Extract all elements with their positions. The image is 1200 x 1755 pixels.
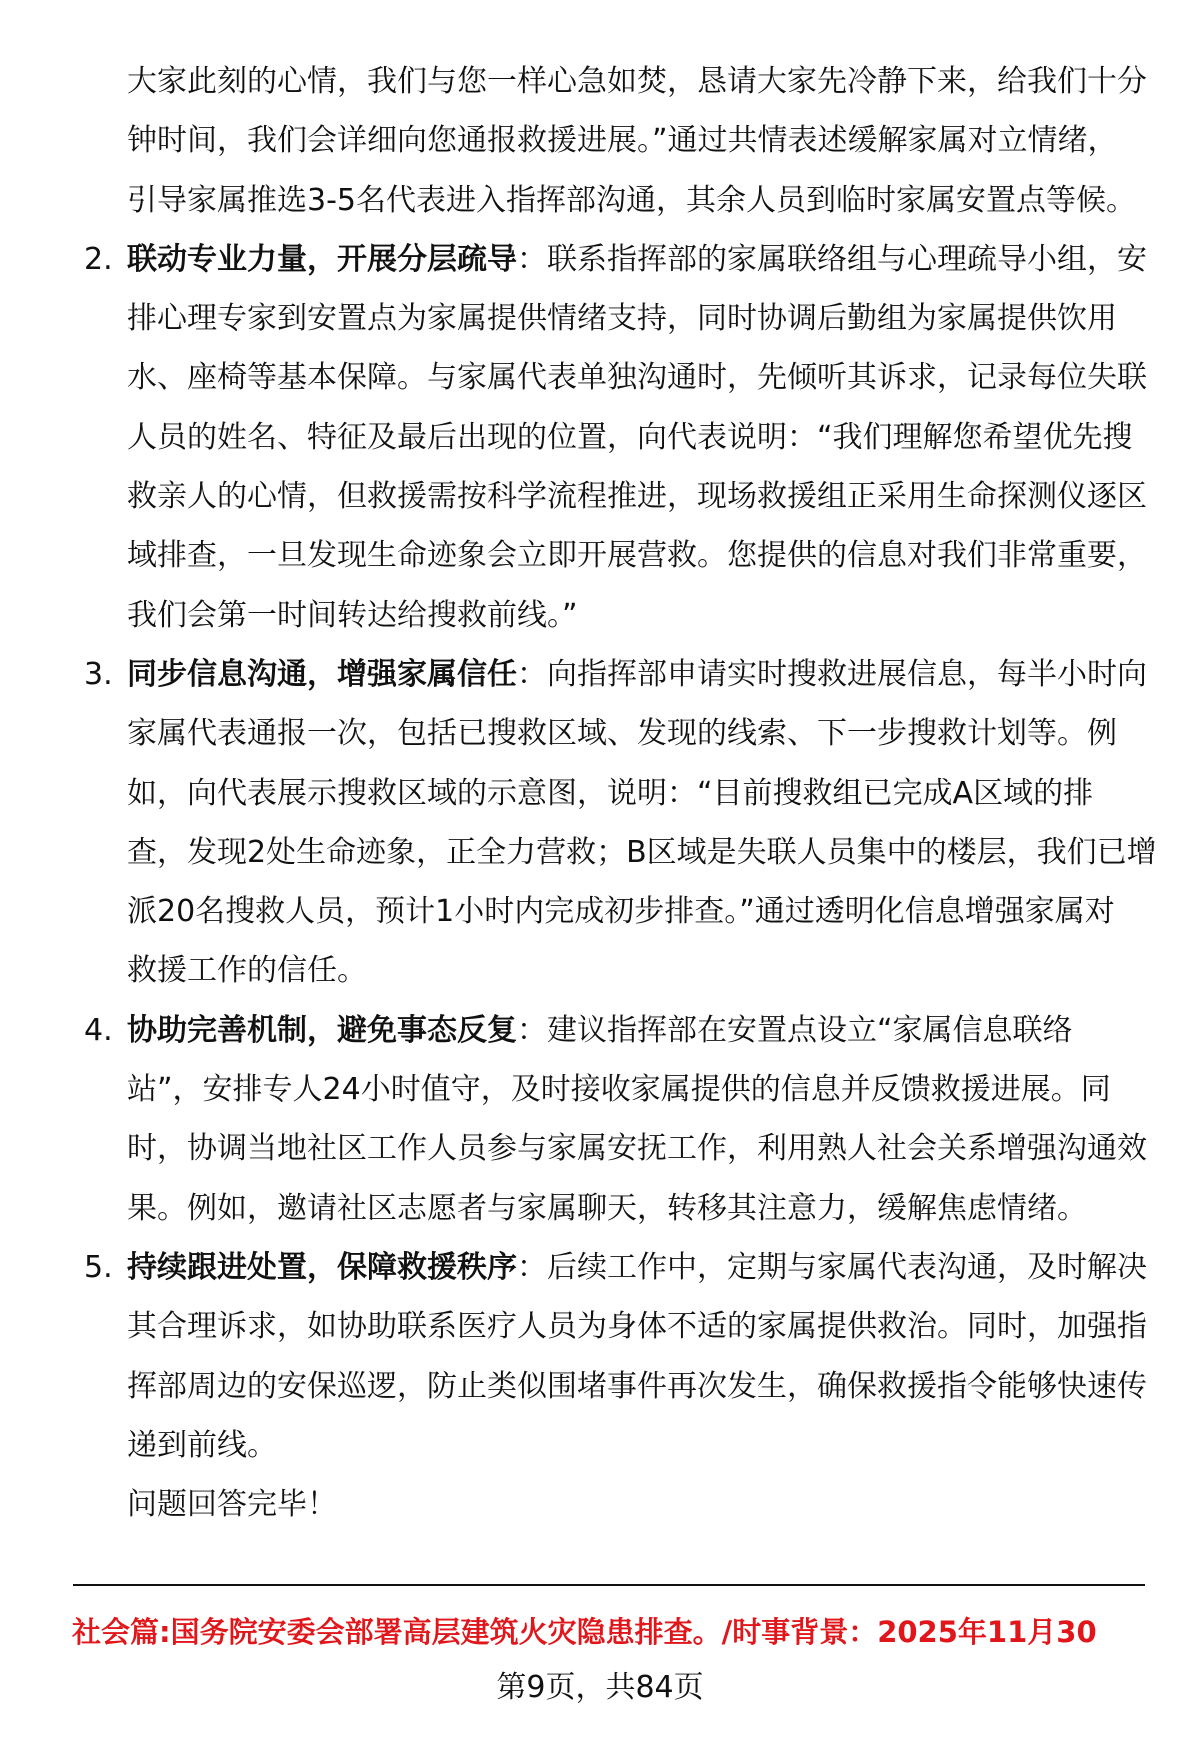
- text-line: [0, 823, 1200, 882]
- closing-text: 问题回答完毕！: [127, 1487, 337, 1523]
- footer-divider: [73, 1584, 1145, 1586]
- list-number: 4.: [84, 1012, 113, 1048]
- list-item-title: 协助完善机制，避免事态反复: [127, 1012, 517, 1048]
- list-item-first-line: [0, 1001, 1200, 1060]
- list-item-text: 其合理诉求，如协助联系医疗人员为身体不适的家属提供救治。同时，加强指: [127, 1309, 1147, 1345]
- list-item-text: 救亲人的心情，但救援需按科学流程推进，现场救援组正采用生命探测仪逐区: [127, 479, 1147, 515]
- text-line: [0, 526, 1200, 585]
- list-item-text: 人员的姓名、特征及最后出现的位置，向代表说明：“我们理解您希望优先搜: [127, 419, 1133, 455]
- list-number: 2.: [84, 241, 113, 277]
- list-item-text: 查，发现2处生命迹象，正全力营救；B区域是失联人员集中的楼层，我们已增: [127, 834, 1157, 870]
- list-item-text: 我们会第一时间转达给搜救前线。”: [127, 597, 578, 633]
- list-item-text: 时，协调当地社区工作人员参与家属安抚工作，利用熟人社会关系增强沟通效: [127, 1131, 1147, 1167]
- page-number: 第9页，共84页: [496, 1670, 704, 1705]
- list-item-text: 如，向代表展示搜救区域的示意图，说明：“目前搜救组已完成A区域的排: [127, 775, 1094, 811]
- text-line: 钟时间，我们会详细向您通报救援进展。”通过共情表述缓解家属对立情绪，: [127, 123, 1118, 159]
- text-line: [0, 1416, 1200, 1475]
- text-line: [0, 1357, 1200, 1416]
- text-line: [0, 289, 1200, 348]
- list-item-text: ：联系指挥部的家属联络组与心理疏导小组，安: [517, 241, 1147, 277]
- list-item-text: 递到前线。: [127, 1427, 277, 1463]
- text-line: [0, 1060, 1200, 1119]
- text-line: [0, 882, 1200, 941]
- text-line: [0, 408, 1200, 467]
- text-line: [0, 586, 1200, 645]
- text-line: [0, 941, 1200, 1000]
- text-line: [0, 1119, 1200, 1178]
- list-item-text: 站”，安排专人24小时值守，及时接收家属提供的信息并反馈救援进展。同: [127, 1072, 1111, 1108]
- text-line: [0, 348, 1200, 407]
- list-number: 5.: [84, 1249, 113, 1285]
- text-line: [0, 467, 1200, 526]
- list-item-text: 救援工作的信任。: [127, 953, 367, 989]
- list-item-title: 同步信息沟通，增强家属信任: [127, 656, 517, 692]
- list-item-text: 排心理专家到安置点为家属提供情绪支持，同时协调后勤组为家属提供饮用: [127, 301, 1117, 337]
- list-item-text: 果。例如，邀请社区志愿者与家属聊天，转移其注意力，缓解焦虑情绪。: [127, 1190, 1087, 1226]
- text-line: 引导家属推选3-5名代表进入指挥部沟通，其余人员到临时家属安置点等候。: [127, 182, 1136, 218]
- text-line: [0, 764, 1200, 823]
- footer-banner: 社会篇:国务院安委会部署高层建筑火灾隐患排查。/时事背景：2025年11月30: [72, 1615, 1097, 1649]
- list-item-text: 派20名搜救人员，预计1小时内完成初步排查。”通过透明化信息增强家属对: [127, 894, 1115, 930]
- list-item-text: 家属代表通报一次，包括已搜救区域、发现的线索、下一步搜救计划等。例: [127, 716, 1117, 752]
- list-item-title: 联动专业力量，开展分层疏导: [127, 241, 517, 277]
- list-item-text: 水、座椅等基本保障。与家属代表单独沟通时，先倾听其诉求，记录每位失联: [127, 360, 1147, 396]
- text-line: 大家此刻的心情，我们与您一样心急如焚，恳请大家先冷静下来，给我们十分: [127, 64, 1147, 99]
- list-item-text: ：建议指挥部在安置点设立“家属信息联络: [517, 1012, 1073, 1048]
- list-item-first-line: [0, 1238, 1200, 1297]
- list-item-text: ：向指挥部申请实时搜救进展信息，每半小时向: [517, 656, 1147, 692]
- list-item-text: 域排查，一旦发现生命迹象会立即开展营救。您提供的信息对我们非常重要，: [127, 538, 1147, 574]
- text-line: [0, 1297, 1200, 1356]
- text-line: [0, 704, 1200, 763]
- list-number: 3.: [84, 656, 113, 692]
- list-item-text: ：后续工作中，定期与家属代表沟通，及时解决: [517, 1249, 1147, 1285]
- list-item-first-line: [0, 230, 1200, 289]
- list-item-title: 持续跟进处置，保障救援秩序: [127, 1249, 517, 1285]
- list-item-first-line: [0, 645, 1200, 704]
- document-body: [0, 52, 1200, 1534]
- text-line: [0, 1179, 1200, 1238]
- list-item-text: 挥部周边的安保巡逻，防止类似围堵事件再次发生，确保救援指令能够快速传: [127, 1368, 1147, 1404]
